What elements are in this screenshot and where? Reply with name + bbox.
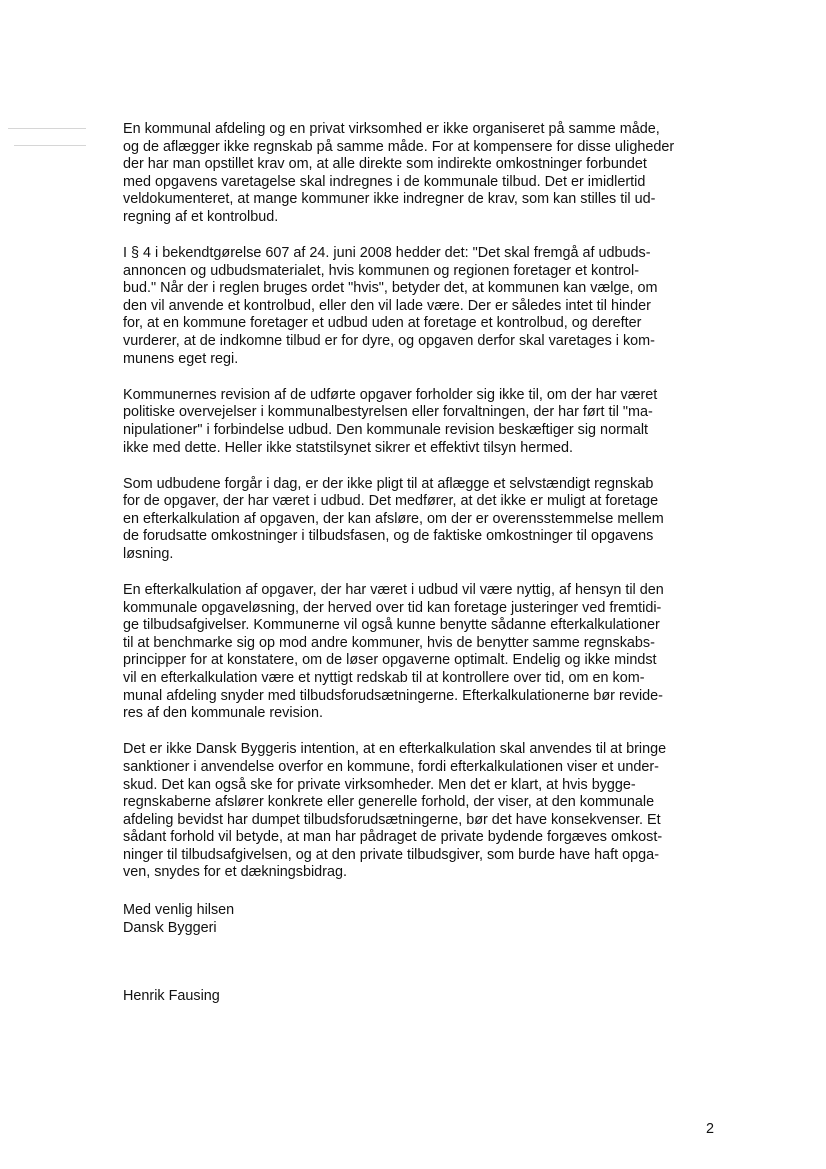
text-line: politiske overvejelser i kommunalbestyrelsen eller forvaltningen, der har ført til "ma-	[123, 404, 653, 421]
closing-greeting: Med venlig hilsen	[123, 902, 235, 919]
text-line: ikke med dette. Heller ikke statstilsynet sikrer et effektivt tilsyn hermed.	[123, 439, 574, 456]
text-line: skud. Det kan også ske for private virksomheder. Men det er klart, at hvis bygge-	[123, 776, 636, 793]
text-line: afdeling bevidst har dumpet tilbudsforudsætningerne, bør det have konsekvenser. Et	[123, 811, 661, 828]
text-line: regnskaberne afslører konkrete eller generelle forhold, der viser, at den kommunale	[123, 794, 655, 811]
text-line: res af den kommunale revision.	[123, 705, 323, 722]
paragraph	[123, 582, 708, 723]
text-line: En efterkalkulation af opgaver, der har været i udbud vil være nyttig, af hensyn til den	[123, 582, 664, 599]
text-line: med opgavens varetagelse skal indregnes i de kommunale tilbud. Det er imidlertid	[123, 173, 646, 190]
text-line: nipulationer" i forbindelse udbud. Den kommunale revision beskæftiger sig normalt	[123, 421, 649, 438]
text-line: og de aflægger ikke regnskab på samme måde. For at kompensere for disse uligheder	[123, 138, 675, 155]
text-line: En kommunal afdeling og en privat virksomhed er ikke organiseret på samme måde,	[123, 121, 660, 137]
text-line: Som udbudene forgår i dag, er der ikke pligt til at aflægge et selvstændigt regnskab	[123, 475, 654, 492]
text-line: vurderer, at de indkomne tilbud er for dyre, og opgaven derfor skal varetages i kom-	[123, 333, 655, 350]
text-line: regning af et kontrolbud.	[123, 208, 279, 225]
text-line: munens eget regi.	[123, 350, 239, 367]
signatory-name	[123, 988, 708, 1006]
text-line: vil en efterkalkulation være et nyttigt redskab til at kontrollere over tid, om en kom-	[123, 670, 645, 687]
paragraph	[123, 741, 708, 882]
letter-body	[123, 121, 708, 1006]
scan-artifact	[14, 145, 86, 146]
text-line: Kommunernes revision af de udførte opgaver forholder sig ikke til, om der har været	[123, 386, 658, 403]
text-line: bud." Når der i reglen bruges ordet "hvis", betyder det, at kommunen kan vælge, om	[123, 280, 658, 297]
paragraph	[123, 387, 708, 457]
text-line: sådant forhold vil betyde, at man har pådraget de private bydende forgæves omkost-	[123, 829, 663, 846]
text-line: principper for at konstatere, om de løser opgaverne optimalt. Endelig og ikke mindst	[123, 652, 657, 669]
text-line: til at benchmarke sig op mod andre kommuner, hvis de benytter samme regnskabs-	[123, 634, 655, 651]
text-line: annoncen og udbudsmaterialet, hvis kommunen og regionen foretager et kontrol-	[123, 262, 639, 279]
paragraph	[123, 121, 708, 227]
closing-block	[123, 902, 708, 937]
text-line: sanktioner i anvendelse overfor en kommune, fordi efterkalkulationen viser et under-	[123, 758, 659, 775]
text-line: veldokumenteret, at mange kommuner ikke indregner de krav, som kan stilles til ud-	[123, 191, 656, 208]
text-line: Det er ikke Dansk Byggeris intention, at en efterkalkulation skal anvendes til at bringe	[123, 741, 667, 758]
text-line: der har man opstillet krav om, at alle direkte som indirekte omkostninger forbundet	[123, 156, 647, 173]
text-line: ven, snydes for et dækningsbidrag.	[123, 864, 347, 881]
page-number: 2	[706, 1121, 715, 1137]
closing-organization: Dansk Byggeri	[123, 919, 217, 936]
paragraph	[123, 476, 708, 564]
text-line: I § 4 i bekendtgørelse 607 af 24. juni 2008 hedder det: "Det skal fremgå af udbuds-	[123, 245, 651, 262]
text-line: for de opgaver, der har været i udbud. Det medfører, at det ikke er muligt at foretage	[123, 493, 659, 510]
text-line: de forudsatte omkostninger i tilbudsfasen, og de faktiske omkostninger til opgavens	[123, 528, 654, 545]
text-line: den vil anvende et kontrolbud, eller den vil lade være. Der er således intet til hinder	[123, 297, 651, 314]
text-line: kommunale opgaveløsning, der herved over tid kan foretage justeringer ved fremtidi-	[123, 599, 662, 616]
signatory-text: Henrik Fausing	[123, 988, 220, 1005]
text-line: munal afdeling snyder med tilbudsforudsætningerne. Efterkalkulationerne bør revide-	[123, 687, 663, 704]
text-line: for, at en kommune foretager et udbud uden at foretage et kontrolbud, og derefter	[123, 315, 642, 332]
text-line: ninger til tilbudsafgivelsen, og at den private tilbudsgiver, som burde have haft opga-	[123, 846, 659, 863]
paragraph	[123, 245, 708, 368]
text-line: løsning.	[123, 545, 174, 562]
text-line: en efterkalkulation af opgaven, der kan afsløre, om der er overensstemmelse mellem	[123, 510, 664, 527]
scan-artifact	[8, 128, 86, 129]
text-line: ge tilbudsafgivelser. Kommunerne vil også kunne benytte sådanne efterkalkulationer	[123, 617, 660, 634]
